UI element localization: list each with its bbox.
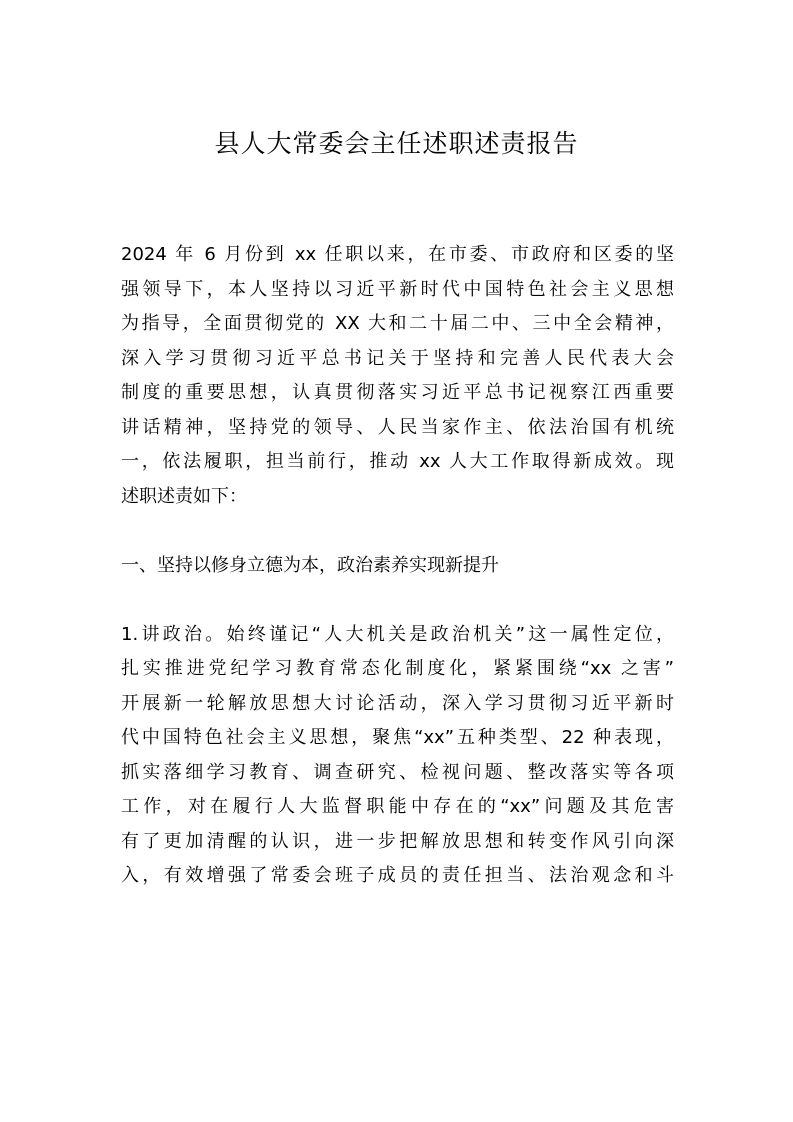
text-line: 1.讲政治。始终谨记“人大机关是政治机关”这一属性定位， <box>121 623 674 645</box>
text-line: 2024 年 6 月份到 xx 任职以来，在市委、市政府和区委的坚 <box>121 244 674 265</box>
document-body <box>121 238 674 894</box>
section-heading: 一、坚持以修身立德为本，政治素养实现新提升 <box>121 554 499 576</box>
text-line: 为指导，全面贯彻党的 XX 大和二十届二中、三中全会精神， <box>121 313 674 334</box>
paragraph-gap <box>121 514 674 549</box>
text-line: 强领导下，本人坚持以习近平新时代中国特色社会主义思想 <box>121 278 674 300</box>
text-line: 深入学习贯彻习近平总书记关于坚持和完善人民代表大会 <box>121 347 674 369</box>
document-title: 县人大常委会主任述职述责报告 <box>214 129 579 158</box>
text-line: 扎实推进党纪学习教育常态化制度化，紧紧围绕“xx 之害” <box>121 658 674 679</box>
text-line: 制度的重要思想，认真贯彻落实习近平总书记视察江西重要 <box>121 382 674 403</box>
text-line: 入，有效增强了常委会班子成员的责任担当、法治观念和斗 <box>121 865 674 886</box>
text-line: 抓实落细学习教育、调查研究、检视问题、整改落实等各项 <box>121 761 674 783</box>
text-line: 述职述责如下： <box>121 485 247 507</box>
text-line: 代中国特色社会主义思想，聚焦“xx”五种类型、22 种表现， <box>121 727 674 748</box>
text-line: 一，依法履职，担当前行，推动 xx 人大工作取得新成效。现 <box>121 451 674 472</box>
text-line: 有了更加清醒的认识，进一步把解放思想和转变作风引向深 <box>121 830 674 852</box>
paragraph-section1 <box>121 618 674 894</box>
text-line: 讲话精神，坚持党的领导、人民当家作主、依法治国有机统 <box>121 416 674 438</box>
paragraph-gap <box>121 583 674 618</box>
text-line: 开展新一轮解放思想大讨论活动，深入学习贯彻习近平新时 <box>121 692 674 714</box>
paragraph-intro <box>121 238 674 514</box>
text-line: 工作，对在履行人大监督职能中存在的“xx”问题及其危害 <box>121 796 674 817</box>
